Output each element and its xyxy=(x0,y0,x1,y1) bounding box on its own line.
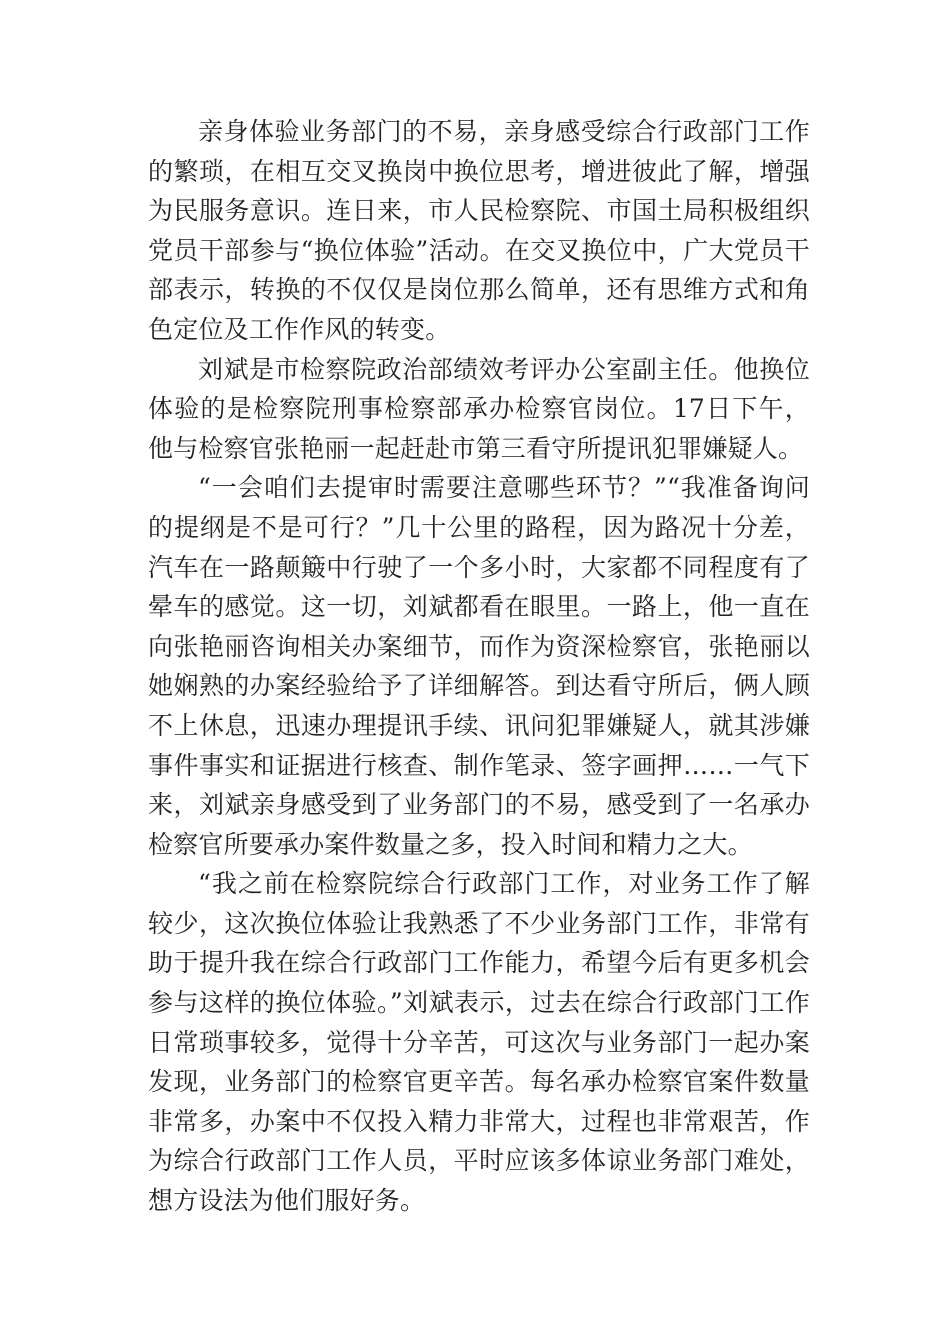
paragraph-liu-bin-role: 刘斌是市检察院政治部绩效考评办公室副主任。他换位体验的是检察院刑事检察部承办检察官岗位。17日下午，他与检察官张艳丽一起赶赴市第三看守所提讯犯罪嫌疑人。 xyxy=(148,354,810,463)
paragraph-intro: 亲身体验业务部门的不易，亲身感受综合行政部门工作的繁琐，在相互交叉换岗中换位思考，增进彼此了解，增强为民服务意识。连日来，市人民检察院、市国土局积极组织党员干部参与“换位体验”活动。在交叉换位中，广大党员干部表示，转换的不仅仅是岗位那么简单，还有思维方式和角色定位及工作作风的转变。 xyxy=(148,117,810,344)
paragraph-interrogation-trip: “一会咱们去提审时需要注意哪些环节？”“我准备询问的提纲是不是可行？”几十公里的路程，因为路况十分差，汽车在一路颠簸中行驶了一个多小时，大家都不同程度有了晕车的感觉。这一切，刘斌都看在眼里。一路上，他一直在向张艳丽咨询相关办案细节，而作为资深检察官，张艳丽以她娴熟的办案经验给予了详细解答。到达看守所后，俩人顾不上休息，迅速办理提讯手续、讯问犯罪嫌疑人，就其涉嫌事件事实和证据进行核查、制作笔录、签字画押……一气下来，刘斌亲身感受到了业务部门的不易，感受到了一名承办检察官所要承办案件数量之多，投入时间和精力之大。 xyxy=(148,473,810,859)
paragraph-reflection-quote: “我之前在检察院综合行政部门工作，对业务工作了解较少，这次换位体验让我熟悉了不少业务部门工作，非常有助于提升我在综合行政部门工作能力，希望今后有更多机会参与这样的换位体验。”刘斌表示，过去在综合行政部门工作日常琐事较多，觉得十分辛苦，可这次与业务部门一起办案发现，业务部门的检察官更辛苦。每名承办检察官案件数量非常多，办案中不仅投入精力非常大，过程也非常艰苦，作为综合行政部门工作人员，平时应该多体谅业务部门难处，想方设法为他们服好务。 xyxy=(148,869,810,1216)
document-body xyxy=(148,112,810,1221)
